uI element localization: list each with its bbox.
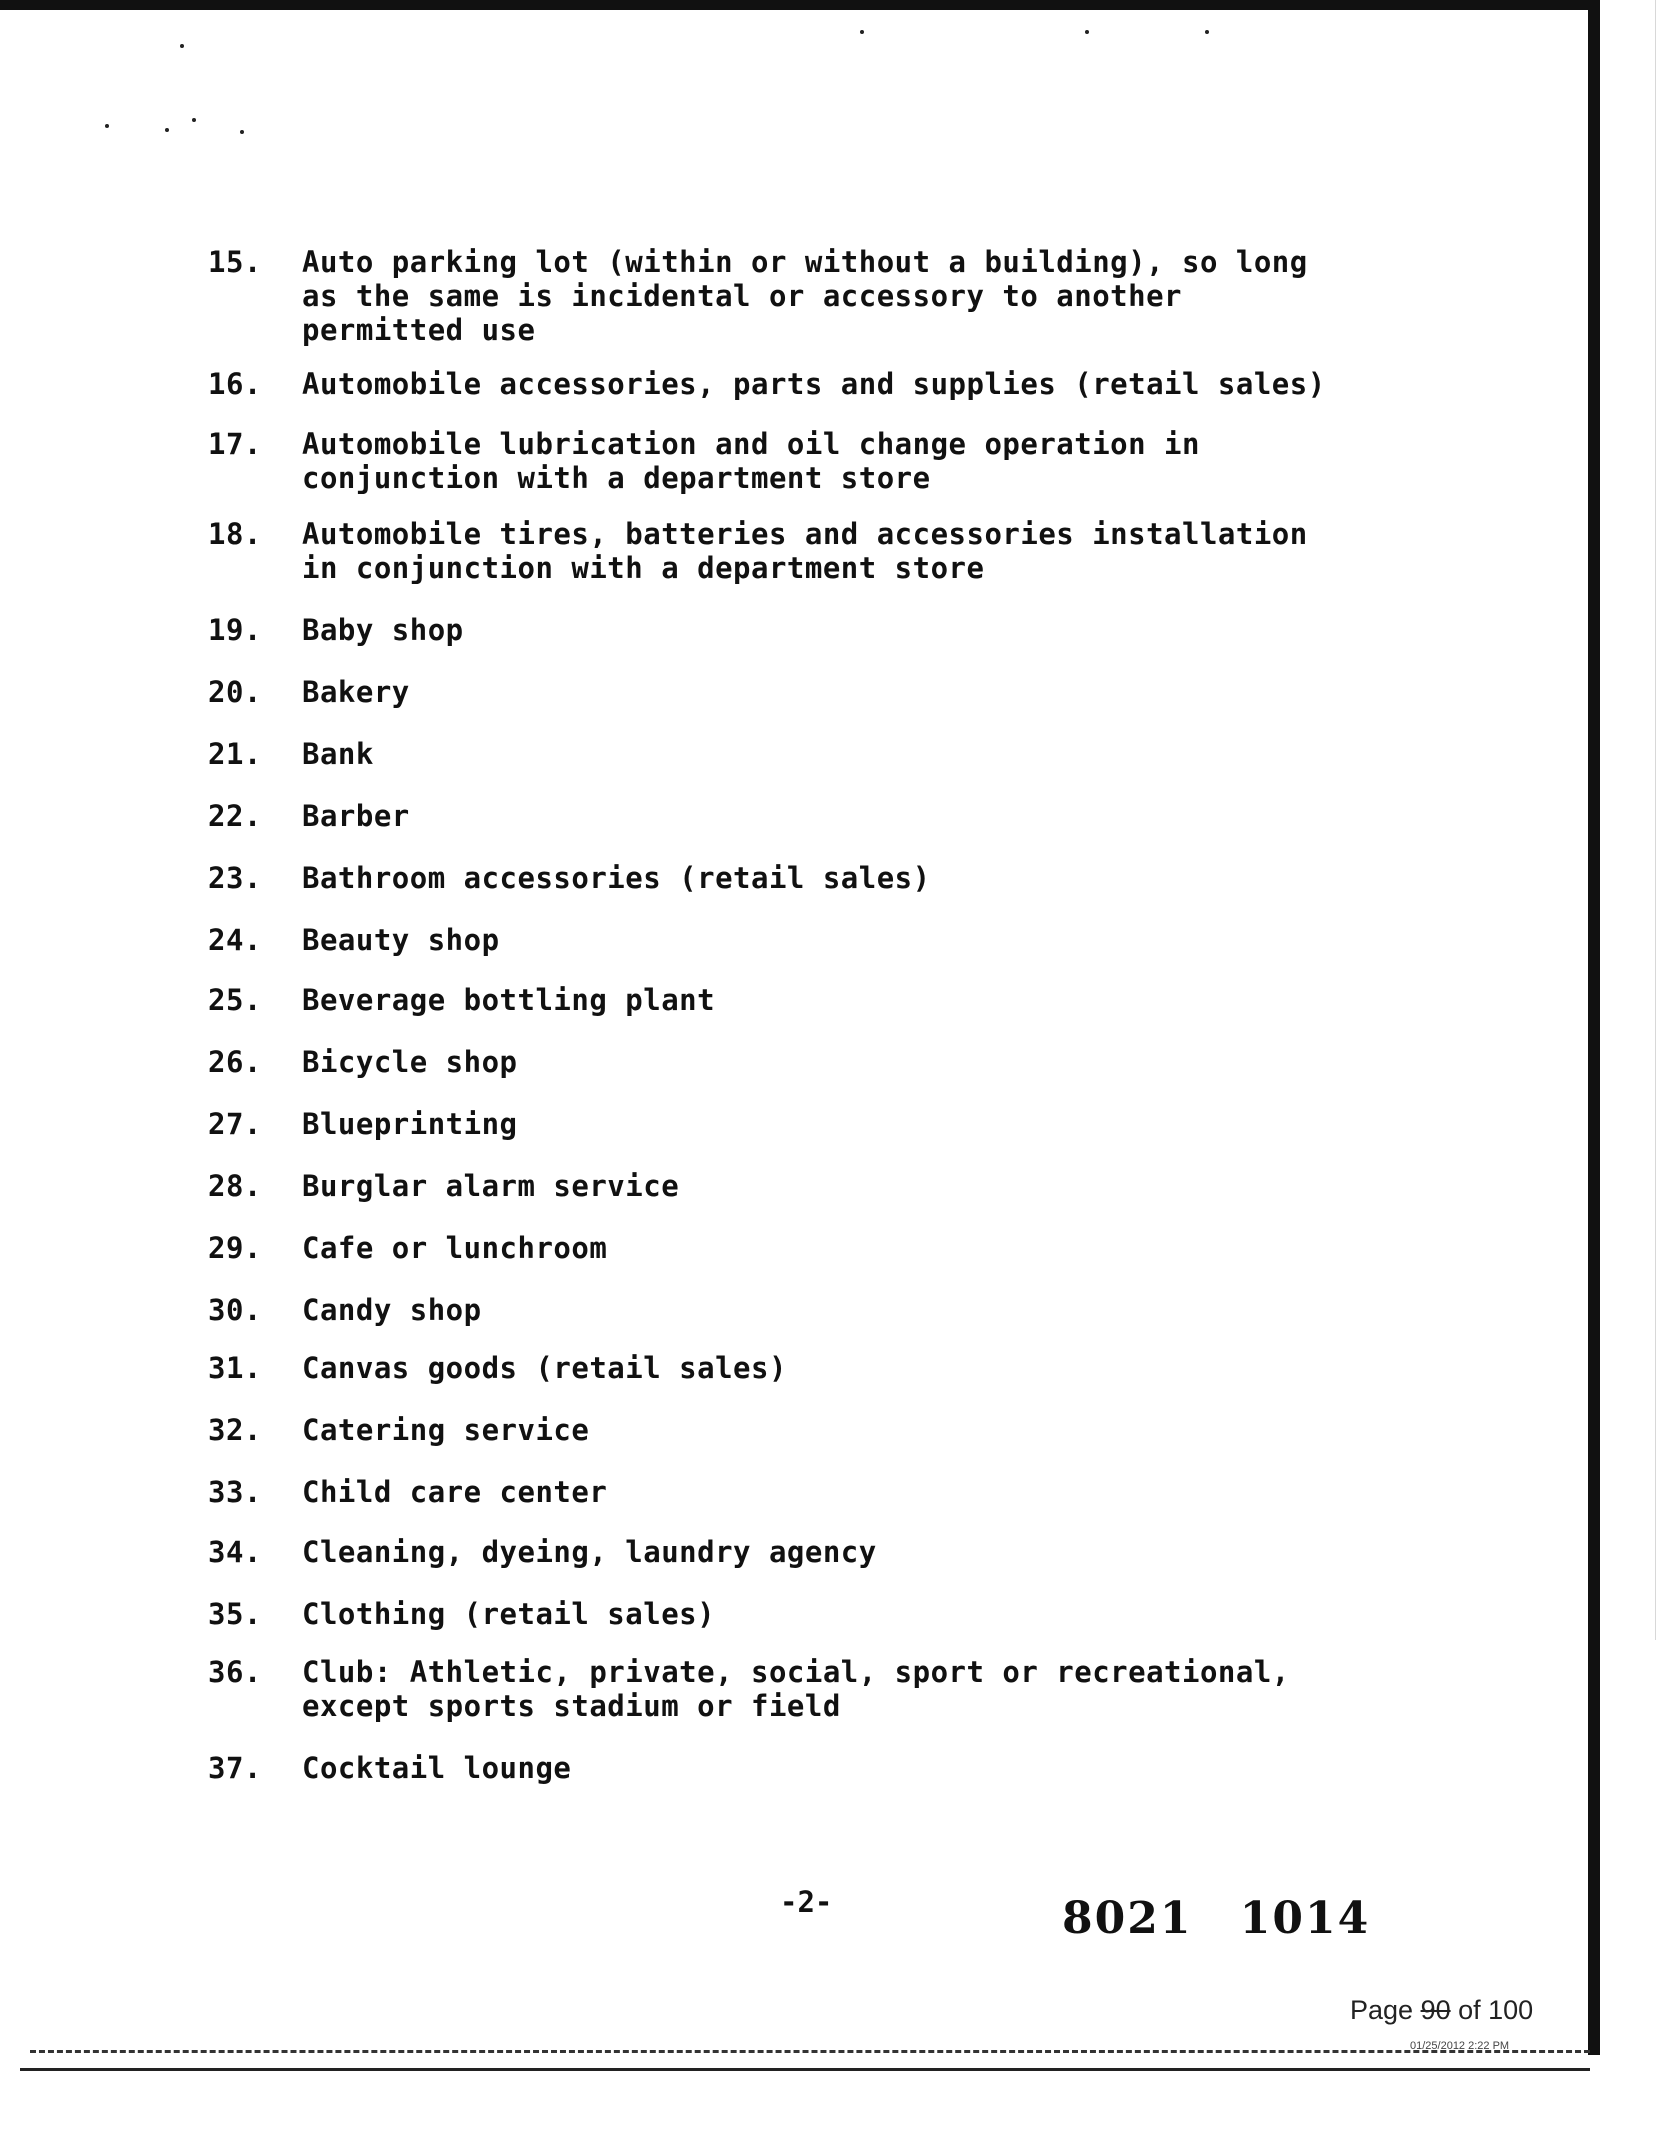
item-number: 26. xyxy=(208,1045,262,1079)
item-text: Bathroom accessories (retail sales) xyxy=(302,861,931,895)
item-number: 36. xyxy=(208,1655,262,1689)
list-item xyxy=(208,799,1408,833)
item-number: 18. xyxy=(208,517,262,551)
list-item xyxy=(208,1535,1408,1569)
item-text: Automobile lubrication and oil change operation in conjunction with a department store xyxy=(302,427,1200,495)
list-item xyxy=(208,245,1408,347)
item-text: Barber xyxy=(302,799,410,833)
item-number: 28. xyxy=(208,1169,262,1203)
scan-speck xyxy=(192,118,196,122)
list-item xyxy=(208,1751,1408,1785)
list-item xyxy=(208,1293,1408,1327)
list-item xyxy=(208,1413,1408,1447)
item-text: Candy shop xyxy=(302,1293,482,1327)
list-item xyxy=(208,1475,1408,1509)
scan-speck xyxy=(105,124,109,128)
list-item xyxy=(208,1597,1408,1631)
footer-rule-dashed xyxy=(30,2050,1590,2053)
item-text: Blueprinting xyxy=(302,1107,518,1141)
item-number: 19. xyxy=(208,613,262,647)
page-counter xyxy=(1350,1995,1533,2026)
item-text: Child care center xyxy=(302,1475,608,1509)
list-item xyxy=(208,517,1408,585)
list-item xyxy=(208,983,1408,1017)
item-text: Beauty shop xyxy=(302,923,500,957)
list-item xyxy=(208,1169,1408,1203)
page-counter-prefix: Page xyxy=(1350,1995,1421,2025)
scan-speck xyxy=(1085,30,1089,34)
scan-speck xyxy=(240,130,244,134)
scan-speck xyxy=(1205,30,1209,34)
page-number: -2- xyxy=(780,1885,833,1919)
document-code: 8021 1014 xyxy=(1062,1893,1371,1944)
permitted-uses-list xyxy=(208,245,1408,1785)
item-number: 20. xyxy=(208,675,262,709)
item-number: 22. xyxy=(208,799,262,833)
item-number: 31. xyxy=(208,1351,262,1385)
item-number: 34. xyxy=(208,1535,262,1569)
item-text: Catering service xyxy=(302,1413,590,1447)
list-item xyxy=(208,1231,1408,1265)
footer-rule xyxy=(20,2068,1590,2071)
item-number: 30. xyxy=(208,1293,262,1327)
scan-margin-line xyxy=(1655,0,1656,1640)
list-item xyxy=(208,367,1408,401)
item-text: Cocktail lounge xyxy=(302,1751,572,1785)
item-text: Beverage bottling plant xyxy=(302,983,716,1017)
print-timestamp: 01/25/2012 2:22 PM xyxy=(1410,2040,1510,2052)
list-item xyxy=(208,427,1408,495)
item-text: Burglar alarm service xyxy=(302,1169,680,1203)
item-text: Clothing (retail sales) xyxy=(302,1597,716,1631)
item-text: Cafe or lunchroom xyxy=(302,1231,608,1265)
list-item xyxy=(208,1107,1408,1141)
page-counter-suffix: of 100 xyxy=(1450,1995,1534,2025)
item-text: Baby shop xyxy=(302,613,464,647)
item-text: Cleaning, dyeing, laundry agency xyxy=(302,1535,877,1569)
item-text: Bakery xyxy=(302,675,410,709)
item-text: Bank xyxy=(302,737,374,771)
list-item xyxy=(208,737,1408,771)
item-text: Automobile tires, batteries and accessories installation in conjunction with a department store xyxy=(302,517,1308,585)
item-number: 16. xyxy=(208,367,262,401)
list-item xyxy=(208,613,1408,647)
item-text: Bicycle shop xyxy=(302,1045,518,1079)
item-text: Canvas goods (retail sales) xyxy=(302,1351,787,1385)
item-number: 24. xyxy=(208,923,262,957)
item-number: 17. xyxy=(208,427,262,461)
item-number: 33. xyxy=(208,1475,262,1509)
scan-speck xyxy=(860,30,864,34)
item-text: Club: Athletic, private, social, sport or recreational, except sports stadium or field xyxy=(302,1655,1290,1723)
item-text: Automobile accessories, parts and supplies (retail sales) xyxy=(302,367,1326,401)
item-number: 32. xyxy=(208,1413,262,1447)
scan-speck xyxy=(180,44,184,48)
item-number: 29. xyxy=(208,1231,262,1265)
scan-edge-top xyxy=(0,0,1600,10)
item-number: 21. xyxy=(208,737,262,771)
item-number: 35. xyxy=(208,1597,262,1631)
page-counter-struck: 90 xyxy=(1420,1995,1451,2025)
list-item xyxy=(208,923,1408,957)
list-item xyxy=(208,861,1408,895)
item-number: 37. xyxy=(208,1751,262,1785)
list-item xyxy=(208,1045,1408,1079)
list-item xyxy=(208,675,1408,709)
list-item xyxy=(208,1655,1408,1723)
item-number: 25. xyxy=(208,983,262,1017)
scan-speck xyxy=(165,128,169,132)
item-number: 15. xyxy=(208,245,262,279)
list-item xyxy=(208,1351,1408,1385)
item-number: 23. xyxy=(208,861,262,895)
item-text: Auto parking lot (within or without a building), so long as the same is incidental or accessory to another permitted use xyxy=(302,245,1308,347)
item-number: 27. xyxy=(208,1107,262,1141)
